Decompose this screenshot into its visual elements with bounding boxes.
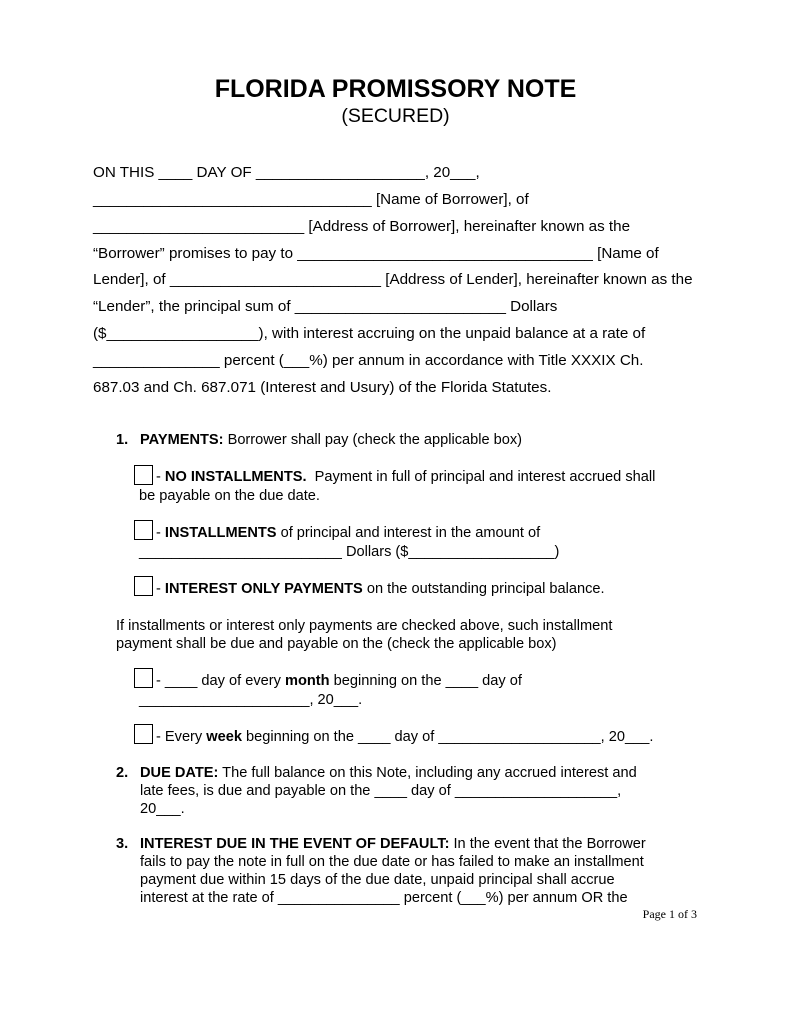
document-title: FLORIDA PROMISSORY NOTE — [214, 75, 577, 103]
option-text: on the outstanding principal balance. — [362, 581, 605, 597]
section-number: 3. — [116, 836, 129, 852]
due-date-line3: 20___. — [140, 801, 185, 817]
payments-heading-line — [140, 431, 522, 450]
intro-line: “Lender”, the principal sum of _________________________ Dollars — [93, 298, 558, 316]
option-label: INTEREST ONLY PAYMENTS — [164, 581, 363, 597]
option-text: - ____ day of every — [156, 673, 285, 689]
option-label: month — [285, 673, 330, 689]
intro-line: 687.03 and Ch. 687.071 (Interest and Usury) of the Florida Statutes. — [93, 378, 552, 396]
interest-only-option — [156, 580, 605, 599]
option-prefix: - — [156, 525, 165, 541]
intro-line: Lender], of _________________________ [Address of Lender], hereinafter known as the — [93, 271, 693, 289]
installments-checkbox[interactable] — [134, 520, 153, 540]
schedule-intro-line1: If installments or interest only payments are checked above, such installment — [116, 618, 613, 634]
intro-line: “Borrower” promises to pay to ___________________________________ [Name of — [93, 244, 659, 262]
no-installments-option — [156, 468, 655, 487]
option-text: beginning on the ____ day of — [329, 673, 522, 689]
intro-paragraph — [93, 160, 733, 402]
default-interest-line3: payment due within 15 days of the due date, unpaid principal shall accrue — [140, 872, 615, 888]
intro-line: _________________________________ [Name of Borrower], of — [93, 190, 529, 208]
intro-line: _______________ percent (___%) per annum in accordance with Title XXXIX Ch. — [93, 351, 644, 369]
no-installments-option-line2: be payable on the due date. — [139, 488, 320, 504]
option-text: beginning on the ____ day of ____________________, 20___. — [241, 729, 654, 745]
section-number: 1. — [116, 432, 129, 448]
payments-text: Borrower shall pay (check the applicable box) — [223, 432, 523, 448]
intro-line: ON THIS ____ DAY OF ____________________, 20___, — [93, 164, 480, 181]
intro-line: _________________________ [Address of Borrower], hereinafter known as the — [93, 217, 631, 235]
default-interest-line4: interest at the rate of _______________ percent (___%) per annum OR the — [140, 890, 628, 906]
due-date-text: The full balance on this Note, including any accrued interest and — [218, 765, 637, 781]
due-date-line2: late fees, is due and payable on the ____ day of ____________________, — [140, 783, 622, 799]
option-prefix: - — [156, 581, 165, 597]
installments-option-line2: _________________________ Dollars ($__________________) — [139, 544, 560, 560]
default-interest-heading: INTEREST DUE IN THE EVENT OF DEFAULT: — [140, 836, 450, 852]
document-subtitle: (SECURED) — [341, 105, 450, 127]
payments-heading: PAYMENTS: — [140, 432, 224, 448]
due-date-line1 — [140, 764, 637, 783]
default-interest-text: In the event that the Borrower — [449, 836, 646, 852]
default-interest-line2: fails to pay the note in full on the due date or has failed to make an installment — [140, 854, 644, 870]
section-number: 2. — [116, 765, 129, 781]
option-prefix: - — [156, 469, 165, 485]
option-label: NO INSTALLMENTS. — [164, 469, 307, 485]
default-interest-line1 — [140, 835, 646, 854]
schedule-intro-line2: payment shall be due and payable on the (check the applicable box) — [116, 636, 557, 652]
weekly-option — [156, 728, 653, 747]
option-text: Payment in full of principal and interest accrued shall — [306, 469, 656, 485]
weekly-checkbox[interactable] — [134, 724, 153, 744]
interest-only-checkbox[interactable] — [134, 576, 153, 596]
installments-option — [156, 524, 540, 543]
due-date-heading: DUE DATE: — [140, 765, 219, 781]
page-number: Page 1 of 3 — [642, 907, 697, 921]
option-label: week — [206, 729, 242, 745]
option-label: INSTALLMENTS — [164, 525, 277, 541]
monthly-option — [156, 672, 522, 691]
intro-line: ($__________________), with interest accruing on the unpaid balance at a rate of — [93, 325, 646, 343]
no-installments-checkbox[interactable] — [134, 465, 153, 485]
option-text: - Every — [156, 729, 207, 745]
option-text: of principal and interest in the amount of — [276, 525, 541, 541]
monthly-option-line2: _____________________, 20___. — [139, 692, 363, 708]
monthly-checkbox[interactable] — [134, 668, 153, 688]
